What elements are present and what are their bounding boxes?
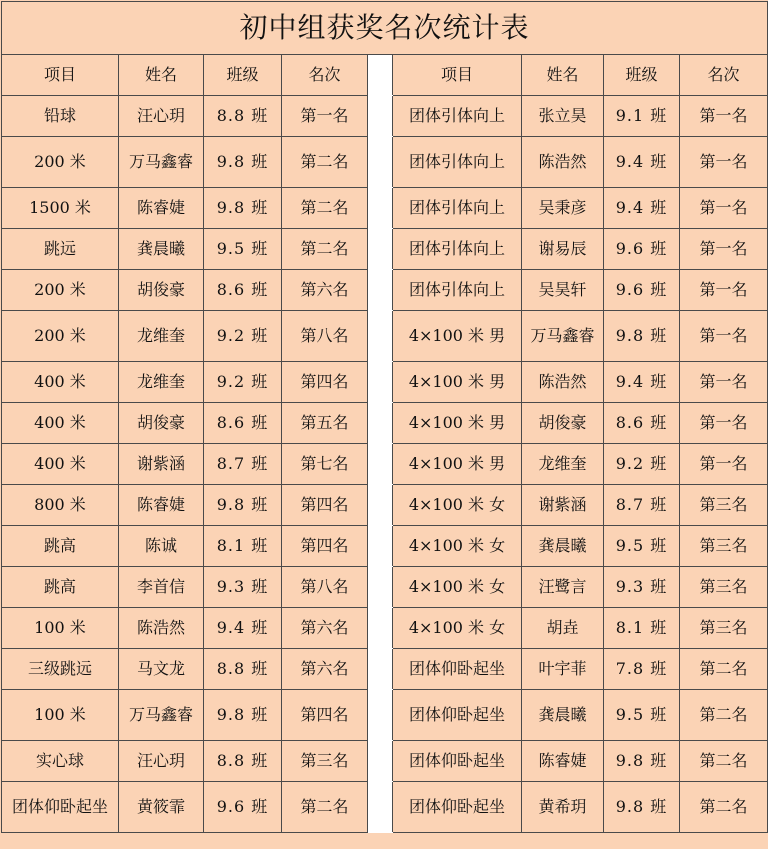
column-gap — [368, 782, 393, 833]
event-cell-right: 4×100 米 男 — [393, 311, 522, 362]
rank-cell-left: 第一名 — [282, 96, 368, 137]
class-cell-left: 9.4 班 — [204, 608, 282, 649]
table-row — [2, 137, 768, 188]
class-cell-right: 8.6 班 — [604, 403, 680, 444]
event-cell-left: 400 米 — [2, 444, 119, 485]
rank-cell-right: 第一名 — [680, 270, 768, 311]
column-gap — [368, 362, 393, 403]
class-cell-right: 9.8 班 — [604, 741, 680, 782]
rank-cell-right: 第三名 — [680, 608, 768, 649]
name-cell-right: 胡俊豪 — [522, 403, 604, 444]
name-cell-left: 胡俊豪 — [119, 270, 204, 311]
name-cell-left: 万马鑫睿 — [119, 690, 204, 741]
header-event-right: 项目 — [393, 55, 522, 96]
name-cell-right: 陈睿婕 — [522, 741, 604, 782]
rank-cell-left: 第五名 — [282, 403, 368, 444]
class-cell-left: 9.3 班 — [204, 567, 282, 608]
column-gap — [368, 188, 393, 229]
event-cell-right: 团体仰卧起坐 — [393, 690, 522, 741]
class-cell-right: 9.4 班 — [604, 188, 680, 229]
rank-cell-left: 第六名 — [282, 649, 368, 690]
table-row — [2, 362, 768, 403]
event-cell-right: 4×100 米 女 — [393, 526, 522, 567]
event-cell-right: 团体引体向上 — [393, 188, 522, 229]
class-cell-left: 9.2 班 — [204, 362, 282, 403]
rank-cell-right: 第一名 — [680, 403, 768, 444]
name-cell-right: 龚晨曦 — [522, 690, 604, 741]
column-gap — [368, 567, 393, 608]
rank-cell-left: 第四名 — [282, 690, 368, 741]
event-cell-left: 跳高 — [2, 526, 119, 567]
name-cell-right: 吴昊轩 — [522, 270, 604, 311]
name-cell-left: 谢紫涵 — [119, 444, 204, 485]
name-cell-left: 汪心玥 — [119, 741, 204, 782]
header-name-right: 姓名 — [522, 55, 604, 96]
name-cell-left: 马文龙 — [119, 649, 204, 690]
event-cell-left: 400 米 — [2, 362, 119, 403]
event-cell-left: 团体仰卧起坐 — [2, 782, 119, 833]
table-row — [2, 690, 768, 741]
rank-cell-left: 第四名 — [282, 526, 368, 567]
event-cell-left: 800 米 — [2, 485, 119, 526]
rank-cell-right: 第三名 — [680, 567, 768, 608]
column-gap — [368, 137, 393, 188]
event-cell-left: 铅球 — [2, 96, 119, 137]
event-cell-right: 4×100 米 女 — [393, 485, 522, 526]
table-row — [2, 444, 768, 485]
name-cell-right: 万马鑫睿 — [522, 311, 604, 362]
class-cell-left: 8.8 班 — [204, 741, 282, 782]
event-cell-left: 200 米 — [2, 311, 119, 362]
column-gap — [368, 229, 393, 270]
name-cell-left: 龙维奎 — [119, 362, 204, 403]
name-cell-right: 陈浩然 — [522, 137, 604, 188]
event-cell-left: 三级跳远 — [2, 649, 119, 690]
page-title: 初中组获奖名次统计表 — [2, 2, 768, 55]
rank-cell-right: 第二名 — [680, 782, 768, 833]
name-cell-right: 谢易辰 — [522, 229, 604, 270]
table-row — [2, 403, 768, 444]
event-cell-left: 跳高 — [2, 567, 119, 608]
event-cell-left: 100 米 — [2, 608, 119, 649]
rank-cell-right: 第一名 — [680, 362, 768, 403]
class-cell-right: 9.8 班 — [604, 782, 680, 833]
class-cell-right: 9.8 班 — [604, 311, 680, 362]
class-cell-left: 8.8 班 — [204, 96, 282, 137]
rank-cell-right: 第三名 — [680, 526, 768, 567]
rank-cell-left: 第二名 — [282, 782, 368, 833]
column-gap — [368, 741, 393, 782]
name-cell-left: 胡俊豪 — [119, 403, 204, 444]
name-cell-left: 陈睿婕 — [119, 188, 204, 229]
class-cell-left: 8.6 班 — [204, 270, 282, 311]
class-cell-left: 8.6 班 — [204, 403, 282, 444]
event-cell-left: 200 米 — [2, 137, 119, 188]
table-row — [2, 485, 768, 526]
rank-cell-left: 第二名 — [282, 137, 368, 188]
event-cell-right: 团体仰卧起坐 — [393, 741, 522, 782]
column-gap — [368, 403, 393, 444]
class-cell-right: 9.5 班 — [604, 526, 680, 567]
header-event-left: 项目 — [2, 55, 119, 96]
name-cell-right: 黄希玥 — [522, 782, 604, 833]
table-row — [2, 782, 768, 833]
rank-cell-left: 第四名 — [282, 485, 368, 526]
name-cell-right: 谢紫涵 — [522, 485, 604, 526]
event-cell-right: 4×100 米 女 — [393, 567, 522, 608]
class-cell-right: 8.1 班 — [604, 608, 680, 649]
name-cell-left: 陈诚 — [119, 526, 204, 567]
rank-cell-right: 第三名 — [680, 485, 768, 526]
header-class-left: 班级 — [204, 55, 282, 96]
event-cell-right: 团体引体向上 — [393, 96, 522, 137]
class-cell-left: 8.7 班 — [204, 444, 282, 485]
column-gap — [368, 55, 393, 96]
name-cell-right: 胡垚 — [522, 608, 604, 649]
name-cell-right: 吴秉彦 — [522, 188, 604, 229]
column-gap — [368, 96, 393, 137]
table-row — [2, 608, 768, 649]
class-cell-left: 9.5 班 — [204, 229, 282, 270]
class-cell-right: 9.6 班 — [604, 229, 680, 270]
rank-cell-right: 第二名 — [680, 649, 768, 690]
name-cell-left: 黄筱霏 — [119, 782, 204, 833]
name-cell-right: 张立昊 — [522, 96, 604, 137]
table-row — [2, 270, 768, 311]
header-row — [2, 55, 768, 96]
class-cell-right: 9.1 班 — [604, 96, 680, 137]
name-cell-right: 汪鹭言 — [522, 567, 604, 608]
rank-cell-right: 第二名 — [680, 690, 768, 741]
rank-cell-left: 第二名 — [282, 229, 368, 270]
table-row — [2, 567, 768, 608]
class-cell-right: 9.2 班 — [604, 444, 680, 485]
award-ranking-table — [1, 1, 768, 833]
name-cell-right: 龙维奎 — [522, 444, 604, 485]
table-row — [2, 229, 768, 270]
header-name-left: 姓名 — [119, 55, 204, 96]
rank-cell-right: 第一名 — [680, 229, 768, 270]
rank-cell-right: 第一名 — [680, 188, 768, 229]
event-cell-right: 团体引体向上 — [393, 270, 522, 311]
class-cell-right: 9.3 班 — [604, 567, 680, 608]
column-gap — [368, 649, 393, 690]
table-row — [2, 526, 768, 567]
class-cell-right: 7.8 班 — [604, 649, 680, 690]
event-cell-right: 4×100 米 女 — [393, 608, 522, 649]
event-cell-right: 团体仰卧起坐 — [393, 782, 522, 833]
event-cell-left: 400 米 — [2, 403, 119, 444]
event-cell-left: 实心球 — [2, 741, 119, 782]
class-cell-left: 9.8 班 — [204, 188, 282, 229]
class-cell-left: 8.8 班 — [204, 649, 282, 690]
event-cell-right: 4×100 米 男 — [393, 444, 522, 485]
name-cell-left: 陈睿婕 — [119, 485, 204, 526]
rank-cell-left: 第八名 — [282, 311, 368, 362]
name-cell-left: 李首信 — [119, 567, 204, 608]
event-cell-right: 4×100 米 男 — [393, 403, 522, 444]
table-row — [2, 188, 768, 229]
rank-cell-right: 第一名 — [680, 311, 768, 362]
rank-cell-left: 第四名 — [282, 362, 368, 403]
header-rank-right: 名次 — [680, 55, 768, 96]
rank-cell-right: 第一名 — [680, 96, 768, 137]
name-cell-left: 龙维奎 — [119, 311, 204, 362]
header-rank-left: 名次 — [282, 55, 368, 96]
name-cell-right: 陈浩然 — [522, 362, 604, 403]
class-cell-left: 8.1 班 — [204, 526, 282, 567]
column-gap — [368, 444, 393, 485]
column-gap — [368, 270, 393, 311]
rank-cell-left: 第七名 — [282, 444, 368, 485]
class-cell-left: 9.8 班 — [204, 690, 282, 741]
column-gap — [368, 485, 393, 526]
name-cell-right: 叶宇菲 — [522, 649, 604, 690]
class-cell-left: 9.2 班 — [204, 311, 282, 362]
event-cell-left: 200 米 — [2, 270, 119, 311]
rank-cell-right: 第一名 — [680, 444, 768, 485]
rank-cell-left: 第八名 — [282, 567, 368, 608]
class-cell-right: 9.6 班 — [604, 270, 680, 311]
event-cell-right: 4×100 米 男 — [393, 362, 522, 403]
rank-cell-left: 第二名 — [282, 188, 368, 229]
class-cell-left: 9.6 班 — [204, 782, 282, 833]
column-gap — [368, 311, 393, 362]
table-row — [2, 649, 768, 690]
column-gap — [368, 608, 393, 649]
table-row — [2, 311, 768, 362]
class-cell-right: 9.4 班 — [604, 137, 680, 188]
class-cell-right: 9.5 班 — [604, 690, 680, 741]
column-gap — [368, 690, 393, 741]
event-cell-right: 团体仰卧起坐 — [393, 649, 522, 690]
table-row — [2, 96, 768, 137]
header-class-right: 班级 — [604, 55, 680, 96]
name-cell-right: 龚晨曦 — [522, 526, 604, 567]
rank-cell-left: 第三名 — [282, 741, 368, 782]
column-gap — [368, 526, 393, 567]
class-cell-right: 9.4 班 — [604, 362, 680, 403]
name-cell-left: 龚晨曦 — [119, 229, 204, 270]
class-cell-right: 8.7 班 — [604, 485, 680, 526]
rank-cell-right: 第二名 — [680, 741, 768, 782]
event-cell-left: 1500 米 — [2, 188, 119, 229]
name-cell-left: 汪心玥 — [119, 96, 204, 137]
event-cell-left: 跳远 — [2, 229, 119, 270]
name-cell-left: 万马鑫睿 — [119, 137, 204, 188]
name-cell-left: 陈浩然 — [119, 608, 204, 649]
rank-cell-left: 第六名 — [282, 608, 368, 649]
rank-cell-left: 第六名 — [282, 270, 368, 311]
event-cell-right: 团体引体向上 — [393, 137, 522, 188]
event-cell-right: 团体引体向上 — [393, 229, 522, 270]
class-cell-left: 9.8 班 — [204, 137, 282, 188]
event-cell-left: 100 米 — [2, 690, 119, 741]
class-cell-left: 9.8 班 — [204, 485, 282, 526]
rank-cell-right: 第一名 — [680, 137, 768, 188]
table-row — [2, 741, 768, 782]
